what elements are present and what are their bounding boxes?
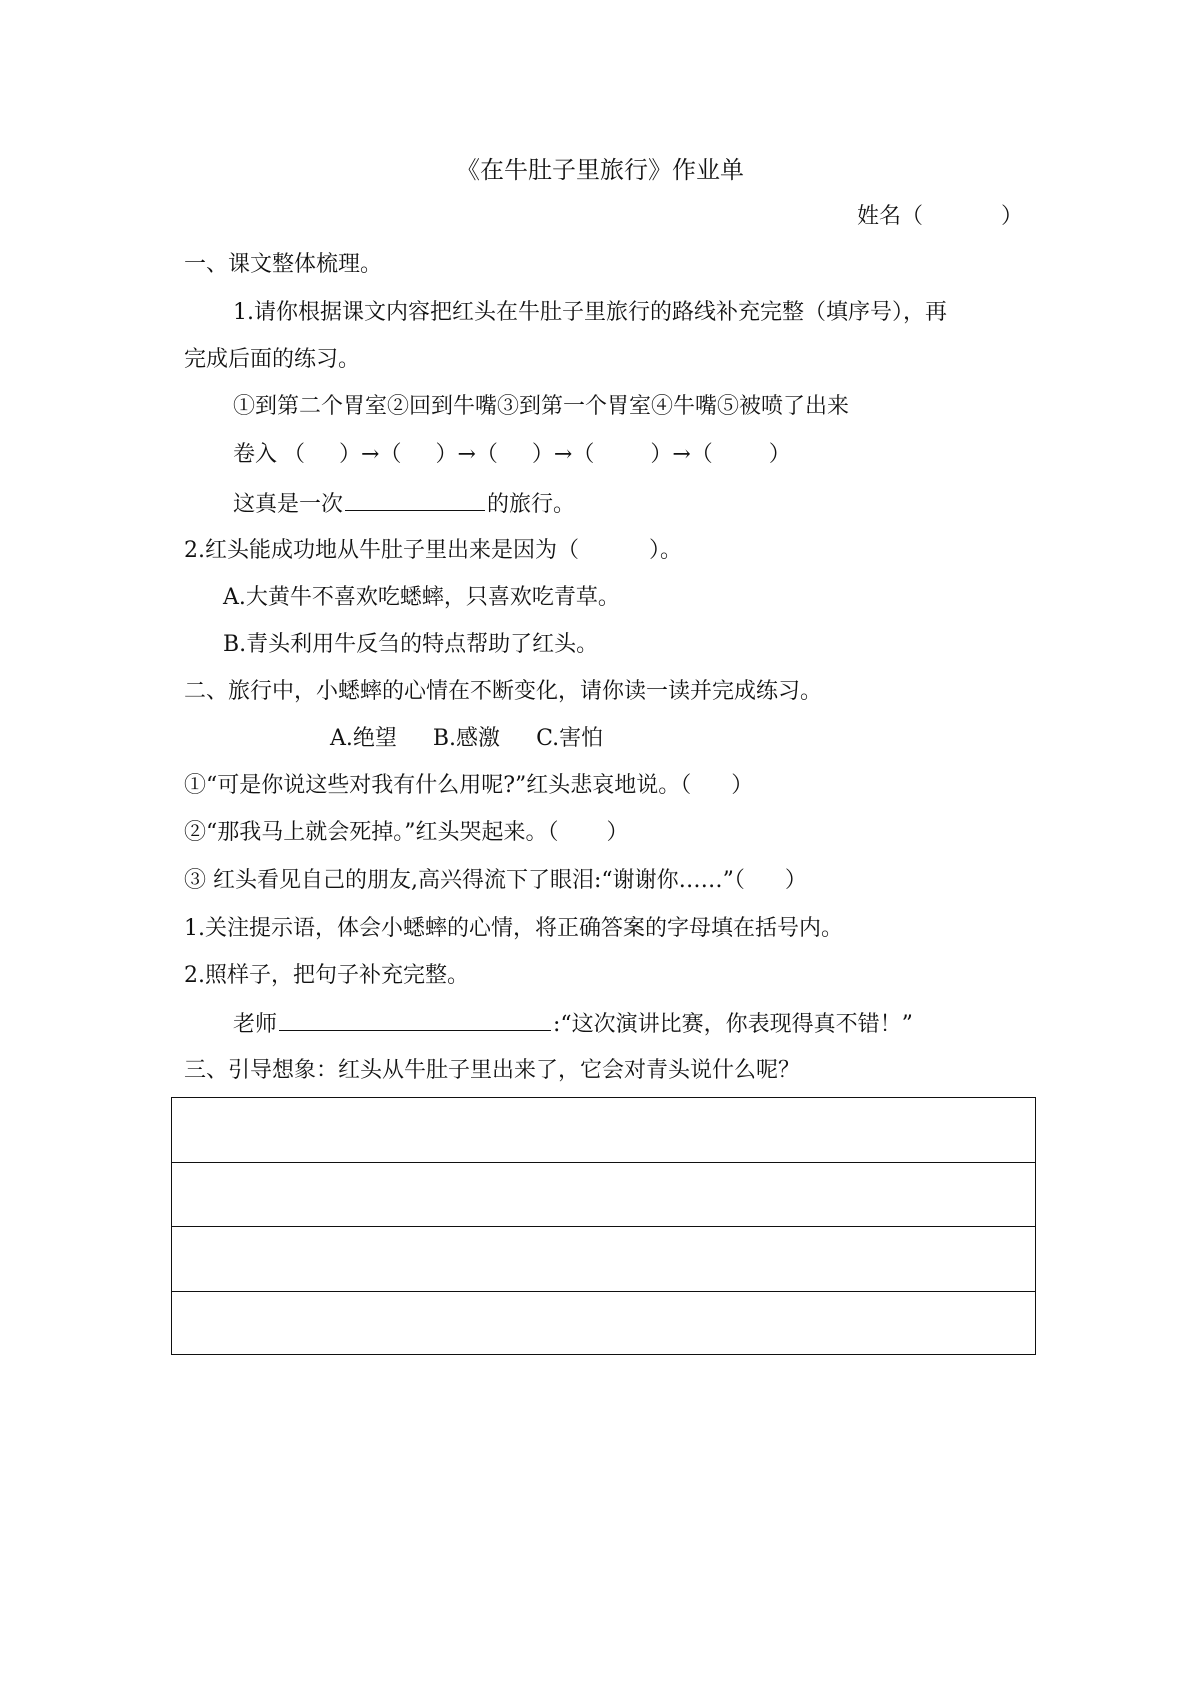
sentence-1[interactable] [184,771,753,801]
choice-c: C.害怕 [536,726,604,751]
answer-row[interactable] [172,1098,1035,1163]
section2-q2: 2.照样子，把句子补充完整。 [184,963,469,988]
route-start-label: 卷入 [233,442,278,467]
choice-b: B.感激 [432,726,501,751]
teacher-prefix: 老师 [233,1012,278,1037]
sentence-3-text: ③ 红头看见自己的朋友,高兴得流下了眼泪:“谢谢你……”（ [184,868,745,893]
trip-suffix: 的旅行。 [487,492,576,517]
route-step: ）→（ [339,442,402,467]
trip-prefix: 这真是一次 [233,492,344,517]
sentence-2-close: ） [606,820,629,845]
sentence-2[interactable] [184,818,629,848]
teacher-suffix: :“这次演讲比赛，你表现得真不错！” [553,1012,913,1037]
route-sequence[interactable] [233,440,791,470]
answer-box [171,1097,1036,1355]
section1-q2[interactable] [184,536,682,566]
section1-q1-line1: 1.请你根据课文内容把红头在牛肚子里旅行的路线补充完整（填序号），再 [233,300,947,325]
section2-q1: 1.关注提示语，体会小蟋蟀的心情，将正确答案的字母填在括号内。 [184,916,843,941]
q2-close: ）。 [649,538,683,563]
name-field[interactable] [857,202,1023,232]
route-options: ①到第二个胃室②回到牛嘴③到第一个胃室④牛嘴⑤被喷了出来 [233,394,850,419]
teacher-blank[interactable] [279,1008,551,1031]
sentence-3[interactable] [184,866,807,896]
sentence-1-close: ） [731,773,754,798]
route-step: ）→（ [531,442,595,467]
section2-heading: 二、旅行中，小蟋蟀的心情在不断变化，请你读一读并完成练习。 [184,679,823,704]
name-close: ） [1001,204,1024,229]
choice-a: A.绝望 [330,726,397,751]
page-title: 《在牛肚子里旅行》作业单 [456,156,744,184]
trip-sentence[interactable] [233,488,575,520]
section3-heading: 三、引导想象：红头从牛肚子里出来了，它会对青头说什么呢？ [184,1058,801,1083]
sentence-2-text: ②“那我马上就会死掉。”红头哭起来。（ [184,820,559,845]
q2-option-b: B.青头利用牛反刍的特点帮助了红头。 [223,632,599,657]
sentence-1-text: ①“可是你说这些对我有什么用呢?”红头悲哀地说。（ [184,773,692,798]
section1-q1-line2: 完成后面的练习。 [184,347,361,372]
answer-row[interactable] [172,1163,1035,1228]
teacher-sentence[interactable] [233,1008,913,1040]
q2-text: 2.红头能成功地从牛肚子里出来是因为（ [184,538,579,563]
name-label: 姓名（ [857,204,924,229]
sentence-3-close: ） [784,868,807,893]
route-step: （ [283,442,306,467]
route-step: ） [768,442,791,467]
mood-choices [330,724,603,754]
route-step: ）→（ [650,442,713,467]
section1-heading: 一、课文整体梳理。 [184,252,383,277]
answer-row[interactable] [172,1292,1035,1357]
q2-option-a: A.大黄牛不喜欢吃蟋蟀，只喜欢吃青草。 [223,585,620,610]
answer-row[interactable] [172,1227,1035,1292]
trip-blank[interactable] [345,488,485,511]
route-step: ）→（ [435,442,498,467]
